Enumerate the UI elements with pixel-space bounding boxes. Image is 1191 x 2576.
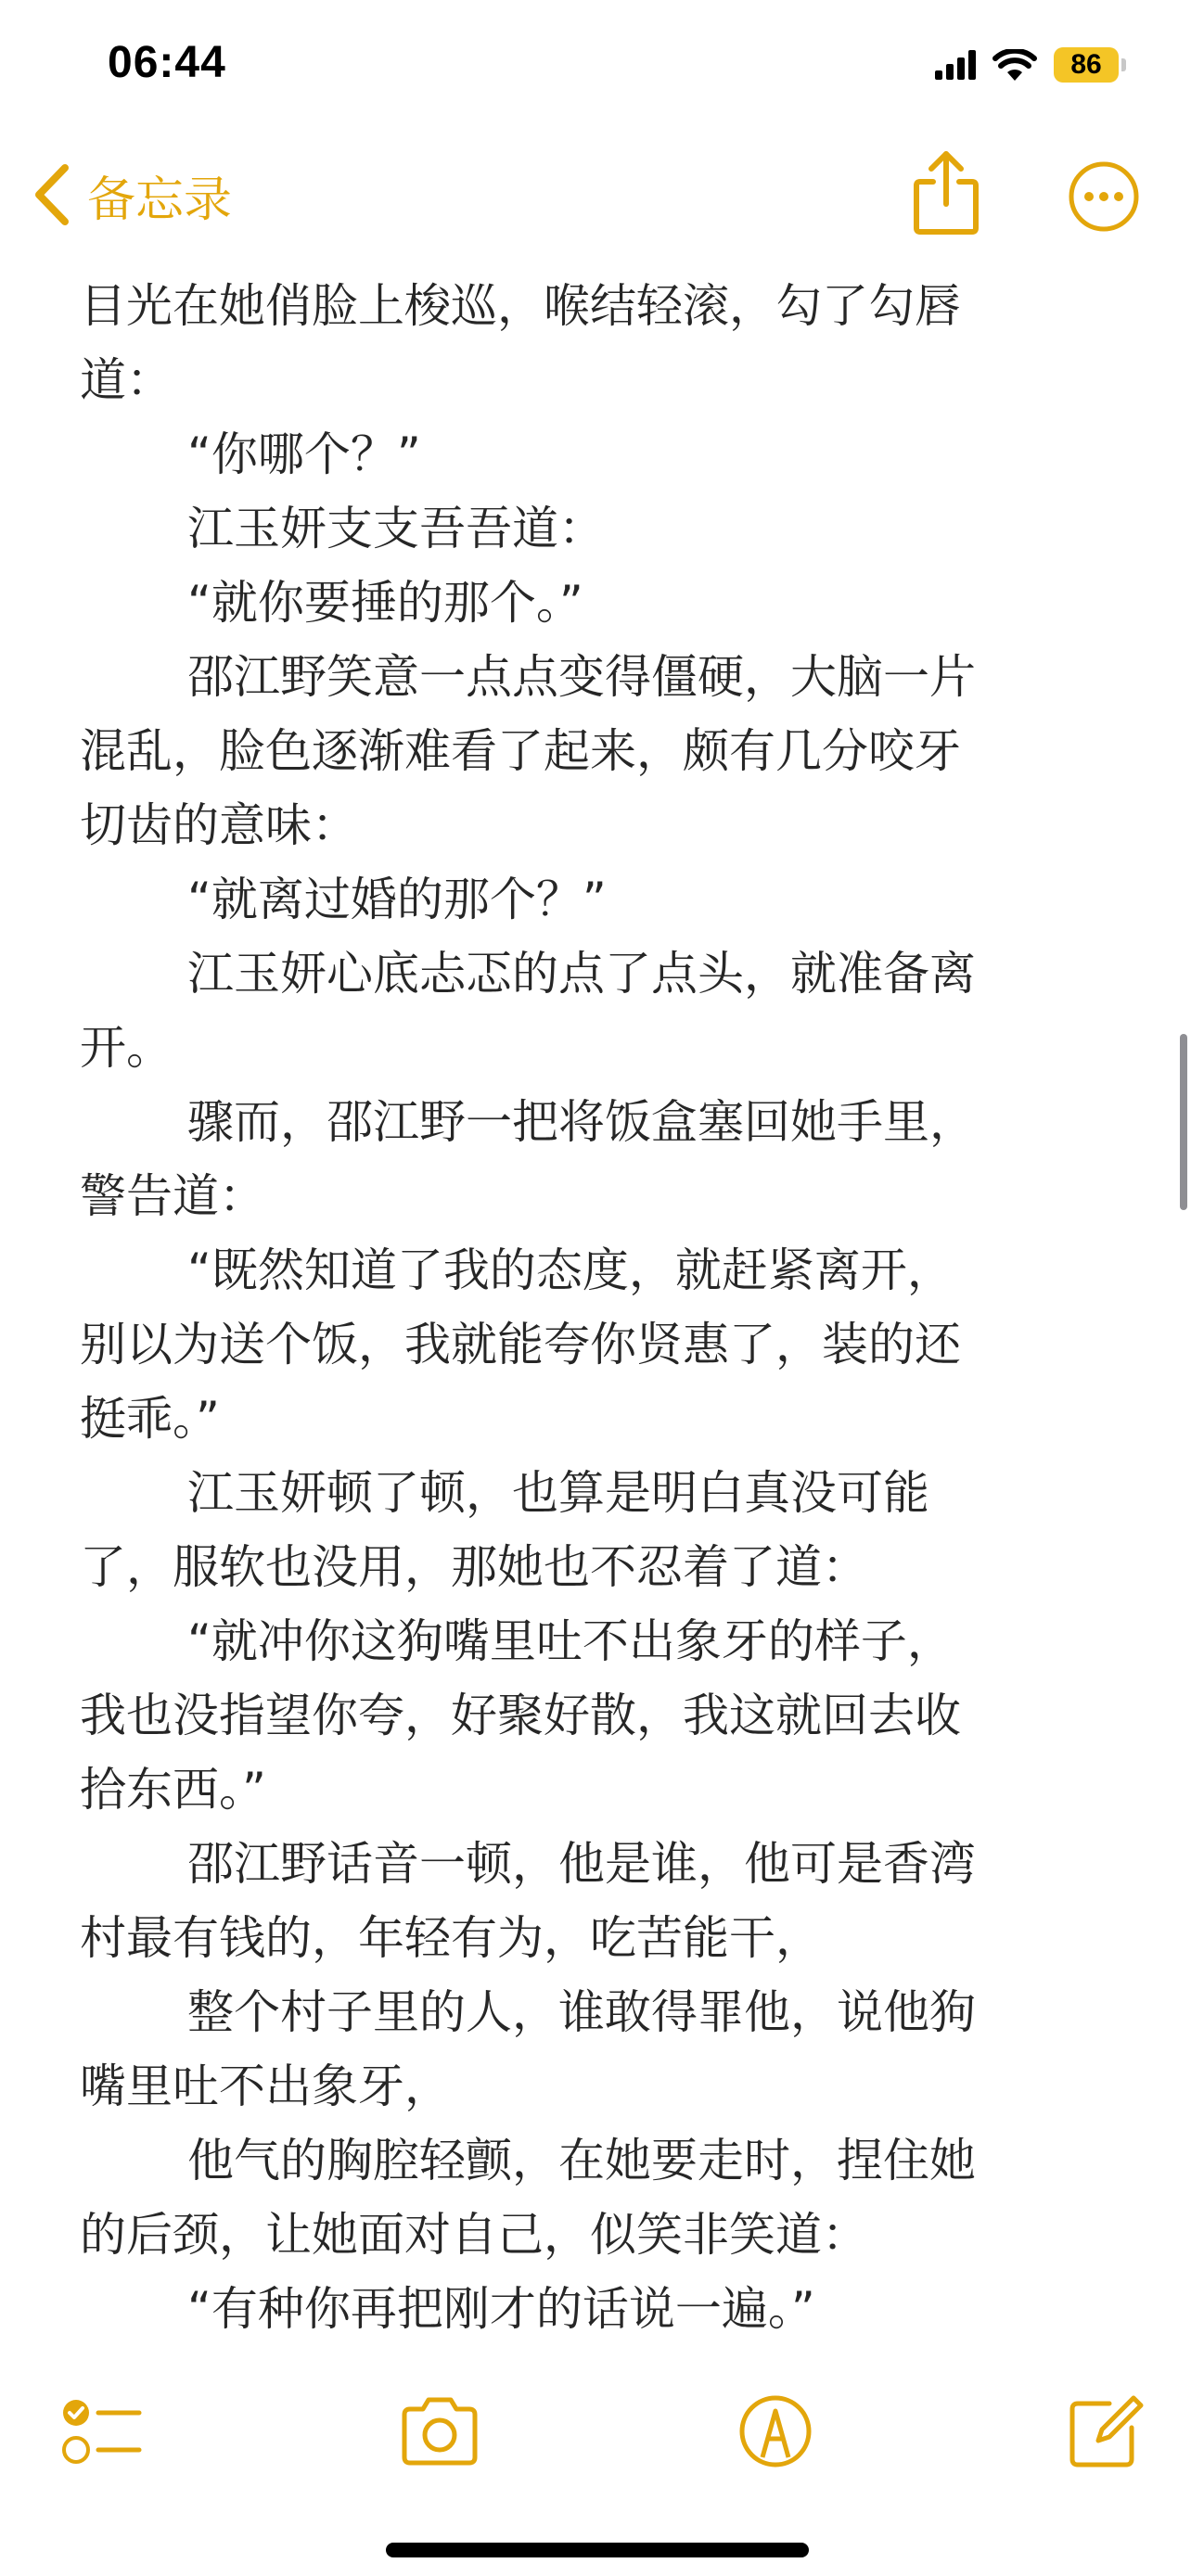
home-indicator[interactable] <box>386 2543 809 2557</box>
camera-icon <box>395 2392 484 2470</box>
status-bar <box>0 0 1191 139</box>
note-line[interactable]: 道： <box>80 353 173 407</box>
note-line[interactable]: 拾东西。” <box>80 1763 266 1817</box>
note-line[interactable]: 挺乖。” <box>80 1392 220 1446</box>
compose-button[interactable] <box>1061 2392 1150 2470</box>
note-line[interactable]: 的后颈，让她面对自己，似笑非笑道： <box>80 2208 868 2262</box>
note-line[interactable]: 别以为送个饭，我就能夸你贤惠了，装的还 <box>80 1318 961 1371</box>
note-line[interactable]: “就你要捶的那个。” <box>187 576 583 630</box>
more-icon <box>1067 159 1141 234</box>
status-time: 06:44 <box>108 38 226 87</box>
markup-pen-icon <box>731 2392 820 2470</box>
note-line[interactable]: 村最有钱的，年轻有为，吃苦能干， <box>80 1911 822 1965</box>
note-line[interactable]: 警告道： <box>80 1169 265 1223</box>
share-icon <box>909 148 983 237</box>
note-line[interactable]: 邵江野笑意一点点变得僵硬，大脑一片 <box>187 650 976 704</box>
bottom-toolbar <box>0 2374 1191 2485</box>
battery-cap <box>1121 58 1126 71</box>
compose-icon <box>1061 2392 1150 2470</box>
battery-icon <box>1054 47 1126 83</box>
note-line[interactable]: 了，服软也没用，那她也不忍着了道： <box>80 1540 868 1594</box>
note-line[interactable]: 开。 <box>80 1021 173 1075</box>
note-line[interactable]: “就离过婚的那个？” <box>187 873 607 926</box>
note-line[interactable]: “就冲你这狗嘴里吐不出象牙的样子， <box>187 1614 954 1668</box>
chevron-left-icon <box>33 164 70 225</box>
note-line[interactable]: “有种你再把刚才的话说一遍。” <box>187 2282 815 2336</box>
share-button[interactable] <box>909 148 983 237</box>
back-button[interactable] <box>33 158 232 232</box>
note-line[interactable]: “你哪个？” <box>187 427 421 481</box>
note-line[interactable]: 混乱，脸色逐渐难看了起来，颇有几分咬牙 <box>80 724 961 778</box>
note-line[interactable]: 江玉妍支支吾吾道： <box>187 502 605 555</box>
note-line[interactable]: “既然知道了我的态度，就赶紧离开， <box>187 1243 954 1297</box>
note-line[interactable]: 切齿的意味： <box>80 798 358 852</box>
scroll-indicator[interactable] <box>1180 1034 1187 1210</box>
note-line[interactable]: 他气的胸腔轻颤，在她要走时，捏住她 <box>187 2134 976 2187</box>
note-line[interactable]: 骤而，邵江野一把将饭盒塞回她手里， <box>187 1095 976 1149</box>
note-line[interactable]: 邵江野话音一顿，他是谁，他可是香湾 <box>187 1837 976 1891</box>
note-line[interactable]: 整个村子里的人，谁敢得罪他，说他狗 <box>187 1985 976 2039</box>
nav-bar <box>0 139 1191 250</box>
checklist-button[interactable] <box>59 2392 148 2470</box>
cellular-signal-icon <box>935 50 976 80</box>
note-line[interactable]: 我也没指望你夸，好聚好散，我这就回去收 <box>80 1689 961 1742</box>
note-line[interactable]: 目光在她俏脸上梭巡，喉结轻滚，勾了勾唇 <box>80 279 961 333</box>
markup-button[interactable] <box>731 2392 820 2470</box>
note-line[interactable]: 江玉妍顿了顿，也算是明白真没可能 <box>187 1466 929 1520</box>
wifi-icon <box>992 49 1037 81</box>
note-line[interactable]: 江玉妍心底忐忑的点了点头，就准备离 <box>187 947 976 1001</box>
checklist-icon <box>59 2392 148 2470</box>
note-line[interactable]: 嘴里吐不出象牙， <box>80 2060 451 2113</box>
more-button[interactable] <box>1067 159 1141 234</box>
status-icons <box>935 43 1126 87</box>
back-label: 备忘录 <box>87 172 233 228</box>
battery-level: 86 <box>1054 47 1119 83</box>
camera-button[interactable] <box>395 2392 484 2470</box>
